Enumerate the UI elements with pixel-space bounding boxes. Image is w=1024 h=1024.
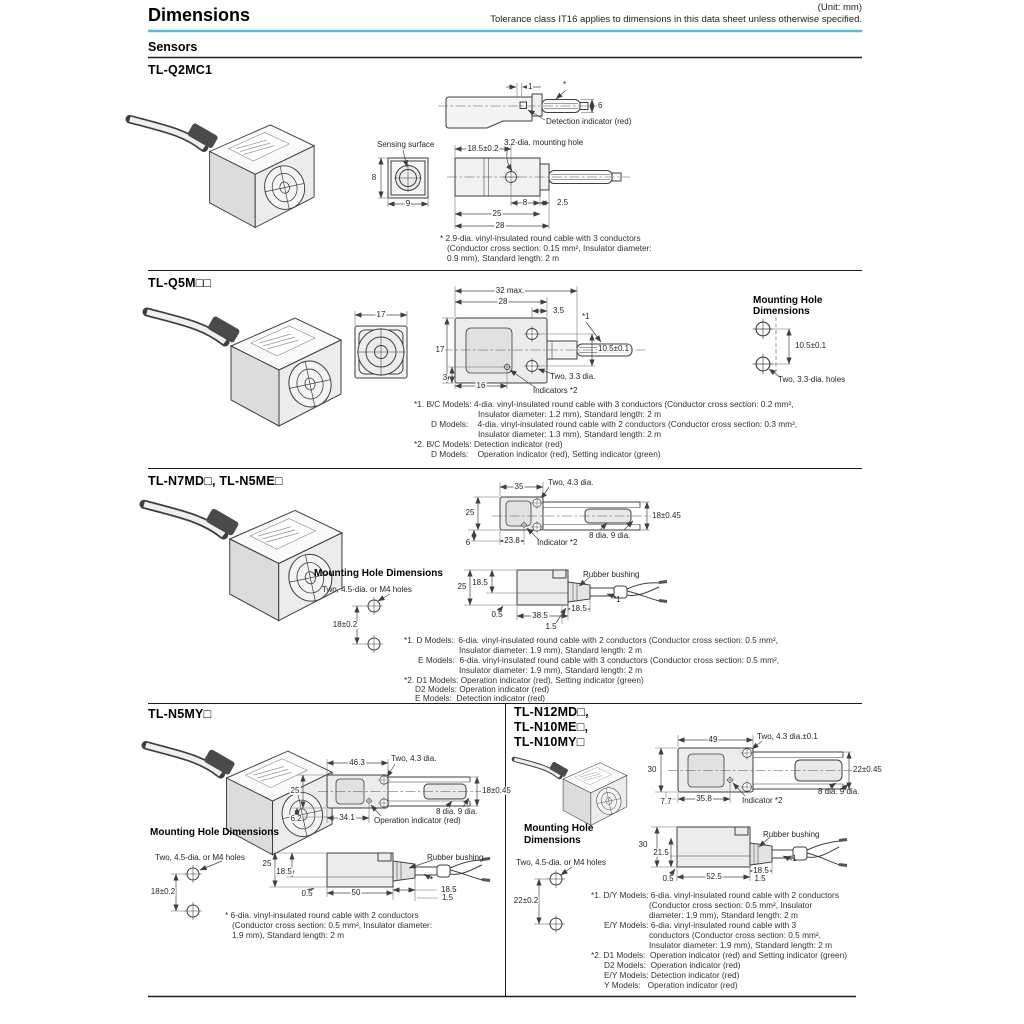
dimension-label: 50 [351, 887, 361, 897]
sensor-photo-illustration [147, 312, 341, 426]
dimension-label: 1.5 [754, 873, 766, 883]
dimension-label: 18±0.2 [332, 619, 358, 629]
dimension-label: 25 [457, 581, 467, 591]
footnote-line: *1. B/C Models: 4-dia. vinyl-insulated round cable with 3 conductors (Conductor cross section: 0.2 mm², [414, 399, 794, 409]
annotation-label: Rubber bushing [583, 570, 640, 579]
dimension-label: 1.5 [545, 621, 557, 631]
sensors-heading: Sensors [148, 40, 198, 54]
footnote-line: *2. D1 Models: Operation indicator (red) and Setting indicator (green) [591, 950, 847, 960]
footnote-line: Insulator diameter: 1.9 mm), Standard length: 2 m [649, 940, 833, 950]
sensor-photo-illustration [130, 119, 314, 227]
annotation-label: Sensing surface [377, 140, 435, 149]
footnote-line: D Models: Operation indicator (red), Setting indicator (green) [431, 449, 661, 459]
mounting-hole-heading: Dimensions [753, 306, 810, 317]
dimension-label: 38.5 [532, 610, 548, 620]
dimension-label: 30 [647, 764, 657, 774]
footnote-line: (Conductor cross section: 0.15 mm², Insulator diameter: [447, 243, 652, 253]
dimension-label: 30 [638, 839, 648, 849]
dimension-label: 34.1 [339, 812, 355, 822]
dimension-label: 22±0.45 [853, 764, 882, 774]
sensor-photo-illustration [144, 504, 342, 620]
footnote-line: E/Y Models: 6-dia. vinyl-insulated round cable with 3 [604, 920, 797, 930]
page-title: Dimensions [148, 5, 251, 25]
dimension-label: 3 [442, 372, 448, 382]
annotation-label: *1 [613, 595, 621, 604]
dimension-label: 1.5 [442, 892, 454, 902]
footnote-line: * 2.9-dia. vinyl-insulated round cable with 3 conductors [440, 233, 641, 243]
mounting-hole-heading: Mounting Hole Dimensions [314, 568, 443, 579]
footnote-line: Insulator diameter: 1.3 mm), Standard length: 2 m [478, 429, 662, 439]
unit-note: (Unit: mm) [817, 2, 862, 13]
dimension-label: 52.5 [706, 871, 722, 881]
dimension-label: 3.5 [553, 305, 565, 315]
annotation-label: 8 dia. 9 dia. [589, 531, 631, 540]
section-title-tl-n10my: TL-N10MY□ [514, 735, 585, 749]
footnote-line: Insulator diameter: 1.2 mm), Standard length: 2 m [478, 409, 662, 419]
dimension-label: 1 [528, 81, 533, 91]
annotation-label: * [430, 874, 434, 884]
footnote-line: 1.9 mm), Standard length: 2 m [232, 930, 345, 940]
dimension-label: 46.3 [349, 757, 365, 767]
dimension-label: 6.2 [290, 813, 302, 823]
footnote-line: D2 Models: Operation indicator (red) [604, 960, 741, 970]
dimension-label: 18±0.45 [652, 510, 681, 520]
dimension-label: 25 [465, 507, 475, 517]
dimension-label: 16 [476, 380, 486, 390]
annotation-label: Two, 4.5-dia. or M4 holes [516, 858, 606, 867]
section-title-tl-q2mc1: TL-Q2MC1 [148, 63, 213, 77]
tolerance-note: Tolerance class IT16 applies to dimensions in this data sheet unless otherwise specified. [490, 14, 862, 25]
annotation-label: 8 dia. 9 dia. [436, 807, 478, 816]
dimension-label: 18±0.45 [482, 785, 511, 795]
dimension-label: 18.5 [571, 603, 587, 613]
dimension-label: 22±0.2 [513, 895, 539, 905]
footnote-line: D Models: 4-dia. vinyl-insulated round cable with 2 conductors (Conductor cross section: 0.3 mm², [431, 419, 798, 429]
dimension-label: 7.7 [660, 796, 672, 806]
annotation-label: Rubber bushing [763, 830, 820, 839]
footnote-line: *1. D Models: 6-dia. vinyl-insulated round cable with 2 conductors (Conductor cross section: 0.5 mm², [404, 635, 778, 645]
footnote-line: * 6-dia. vinyl-insulated round cable with 2 conductors [225, 910, 419, 920]
annotation-label: Two, 4.5-dia. or M4 holes [322, 585, 412, 594]
sensor-photo-illustration [514, 759, 627, 825]
dimension-label: 49 [708, 734, 718, 744]
footnote-line: *2. B/C Models: Detection indicator (red) [414, 439, 563, 449]
dimension-label: 10.5±0.1 [795, 340, 827, 350]
annotation-label: Indicator *2 [742, 796, 783, 805]
dimension-label: 18.5 [441, 884, 457, 894]
section-title-tl-q5m: TL-Q5M□□ [148, 276, 212, 290]
footnote-line: E Models: 6-dia. vinyl-insulated round cable with 3 conductors (Conductor cross section: 0.5 mm², [418, 655, 780, 665]
tl-q2mc1-drawing [130, 79, 630, 229]
dimension-label: 35.8 [696, 793, 712, 803]
annotation-label: Rubber bushing [427, 853, 484, 862]
mounting-hole-heading: Mounting Hole [524, 823, 594, 834]
annotation-label: Two, 3.3-dia. holes [778, 375, 846, 384]
dimension-label: 9 [405, 198, 411, 208]
annotation-label: Operation indicator (red) [374, 816, 461, 825]
dimension-label: 23.8 [504, 535, 520, 545]
footnote-line: E Models: Detection indicator (red) [415, 693, 546, 703]
dimension-label: 18.5 [753, 865, 769, 875]
footnote-line: diameter: 1.9 mm), Standard length: 2 m [649, 910, 798, 920]
annotation-label: Two, 4.5-dia. or M4 holes [155, 853, 245, 862]
annotation-label: Indicators *2 [533, 386, 578, 395]
mounting-hole-heading: Mounting Hole Dimensions [150, 827, 279, 838]
annotation-label: * [563, 79, 567, 89]
dimension-label: 10.5±0.1 [598, 343, 630, 353]
dimension-label: 28 [498, 296, 508, 306]
section-title-tl-n7md: TL-N7MD□, TL-N5ME□ [148, 474, 283, 488]
mounting-hole-heading: Mounting Hole [753, 295, 823, 306]
footnote-line: *2. D1 Models: Operation indicator (red), Setting indicator (green) [404, 675, 644, 685]
annotation-label: Detection indicator (red) [546, 117, 632, 126]
dimension-label: 28 [495, 220, 505, 230]
dimension-label: 0.5 [662, 873, 674, 883]
dimension-label: 25 [492, 208, 502, 218]
annotation-label: *1 [789, 853, 797, 863]
annotation-label: 3.2-dia. mounting hole [504, 138, 584, 147]
dimension-label: 18.5 [276, 866, 292, 876]
footnote-line: conductors (Conductor cross section: 0.5 mm², [649, 930, 821, 940]
dimension-label: 8 [522, 197, 528, 207]
footnote-line: D2 Models: Operation indicator (red) [415, 684, 550, 694]
footnote-line: (Conductor cross section: 0.5 mm², Insulator [649, 900, 813, 910]
dimension-label: 18.5±0.2 [467, 143, 499, 153]
dimension-label: 32 max. [495, 285, 525, 295]
footnote-line: Y Models: Operation indicator (red) [604, 980, 738, 990]
annotation-label: Two, 4.3 dia.±0.1 [757, 732, 818, 741]
mounting-hole-heading: Dimensions [524, 835, 581, 846]
footnote-line: *1. D/Y Models: 6-dia. vinyl-insulated round cable with 2 conductors [591, 890, 839, 900]
annotation-label: *1 [582, 311, 590, 321]
dimension-label: 6 [598, 100, 603, 110]
footnote-line: Insulator diameter: 1.9 mm), Standard length: 2 m [459, 645, 643, 655]
dimension-label: 35 [514, 481, 524, 491]
dimension-label: 0.5 [301, 888, 313, 898]
dimension-label: 18±0.2 [150, 886, 176, 896]
annotation-label: Two, 3.3 dia. [550, 372, 596, 381]
annotation-label: Indicator *2 [537, 538, 578, 547]
section-title-tl-n12md: TL-N12MD□, [514, 705, 589, 719]
dimension-label: 25 [290, 785, 300, 795]
annotation-label: 8 dia. 9 dia. [818, 787, 860, 796]
footnote-line: (Conductor cross section: 0.5 mm², Insulator diameter: [232, 920, 433, 930]
dimension-label: 8 [371, 172, 377, 182]
section-title-tl-n5my: TL-N5MY□ [148, 707, 212, 721]
dimension-label: 18.5 [472, 577, 488, 587]
dimension-label: 17 [435, 344, 445, 354]
footnote-line: Insulator diameter: 1.9 mm), Standard length: 2 m [459, 665, 643, 675]
dimension-label: 17 [376, 309, 386, 319]
footnote-line: E/Y Models: Detection indicator (red) [604, 970, 740, 980]
dimension-label: 2.5 [557, 197, 569, 207]
footnote-line: 0.9 mm), Standard length: 2 m [447, 253, 560, 263]
dimension-label: 6 [465, 537, 471, 547]
dimension-label: 25 [262, 858, 272, 868]
dimension-label: 21.5 [653, 847, 669, 857]
annotation-label: Two, 4.3 dia. [548, 478, 594, 487]
section-title-tl-n10me: TL-N10ME□, [514, 720, 589, 734]
dimension-label: 0.5 [491, 609, 503, 619]
annotation-label: Two, 4.3 dia. [391, 754, 437, 763]
